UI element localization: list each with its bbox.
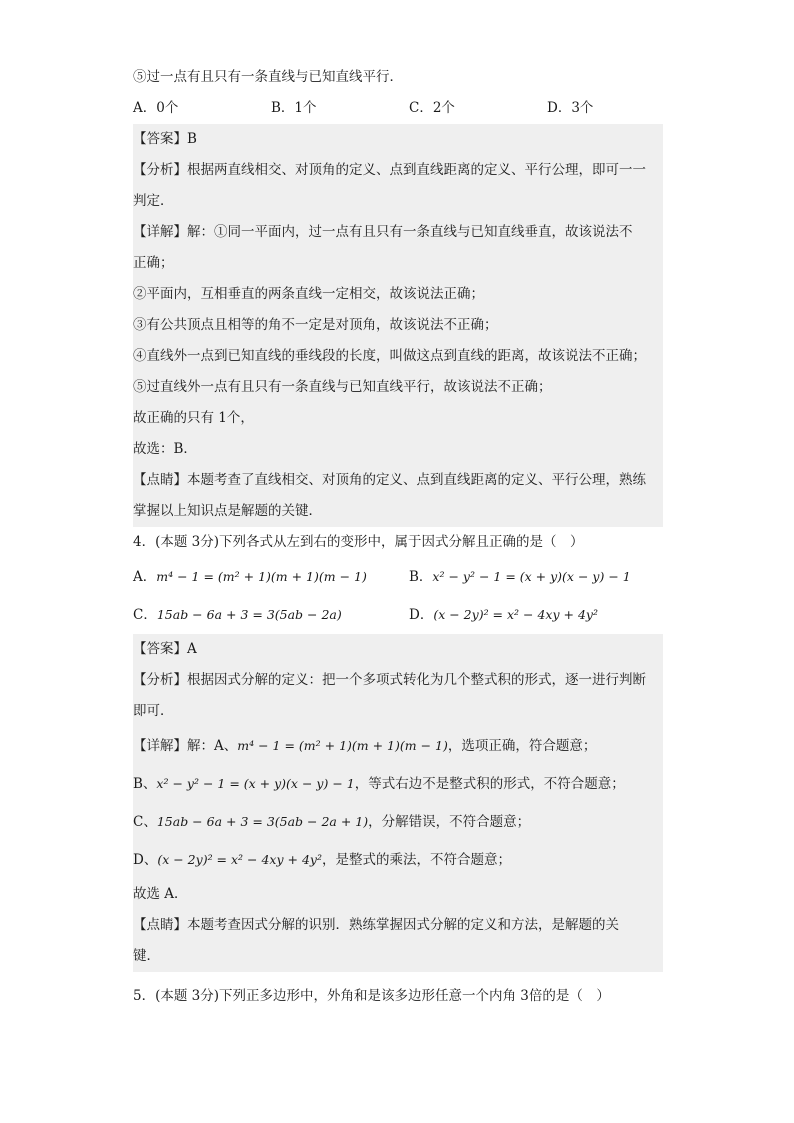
- q3-analysis-line-2: 判定．: [133, 193, 174, 209]
- q4-stem: 4．(本题 3分)下列各式从左到右的变形中，属于因式分解且正确的是（ ）: [133, 534, 584, 550]
- q3-comment-line-1: 【点睛】本题考查了直线相交、对顶角的定义、点到直线距离的定义、平行公理，熟练: [133, 472, 646, 488]
- q4-option-a-label: A．: [133, 569, 157, 585]
- q3-detail-line-2: 正确；: [133, 255, 174, 271]
- q4-detail-a-prefix: 【详解】解：A、: [133, 738, 238, 754]
- q4-detail-d-formula: (x − 2y)² = x² − 4xy + 4y²: [157, 852, 322, 867]
- q3-answer: 【答案】B: [133, 131, 197, 147]
- q4-comment-line-1: 【点睛】本题考查因式分解的识别．熟练掌握因式分解的定义和方法，是解题的关: [133, 917, 619, 933]
- q4-option-c-label: C．: [133, 607, 157, 623]
- q3-options: [133, 93, 663, 124]
- q3-detail-line-6: ⑤过直线外一点有且只有一条直线与已知直线平行，故该说法不正确；: [133, 379, 552, 395]
- q4-detail-c: [133, 803, 663, 841]
- q4-option-b: [409, 558, 631, 596]
- q4-conclusion: 故选 A．: [133, 886, 188, 902]
- q3-solution-block: [133, 124, 663, 527]
- q4-option-a: [133, 558, 409, 596]
- q4-detail-c-formula: 15ab − 6a + 3 = 3(5ab − 2a + 1): [156, 814, 369, 829]
- q4-detail-b-prefix: B、: [133, 776, 157, 792]
- q4-option-b-formula: x² − y² − 1 = (x + y)(x − y) − 1: [432, 569, 631, 584]
- q4-comment-line-2: 键．: [133, 948, 160, 964]
- q4-option-d: [409, 596, 598, 634]
- document-page: [133, 62, 663, 1012]
- q4-detail-a-suffix: ，选项正确，符合题意；: [447, 738, 597, 754]
- q4-detail-d: [133, 841, 663, 879]
- q3-option-a: A．0个: [133, 100, 179, 116]
- q4-option-d-formula: (x − 2y)² = x² − 4xy + 4y²: [433, 607, 598, 622]
- q3-detail-line-4: ③有公共顶点且相等的角不一定是对顶角，故该说法不正确；: [133, 317, 498, 333]
- q4-option-c: [133, 596, 409, 634]
- q4-detail-a-formula: m⁴ − 1 = (m² + 1)(m + 1)(m − 1): [237, 738, 448, 753]
- q4-option-a-formula: m⁴ − 1 = (m² + 1)(m + 1)(m − 1): [156, 569, 367, 584]
- q3-analysis-line-1: 【分析】根据两直线相交、对顶角的定义、点到直线距离的定义、平行公理，即可一一: [133, 162, 646, 178]
- q4-detail-c-prefix: C、: [133, 814, 157, 830]
- q3-option-b: B．1个: [271, 100, 317, 116]
- q4-detail-c-suffix: ，分解错误，不符合题意；: [368, 814, 531, 830]
- q5-stem: 5．(本题 3分)下列正多边形中，外角和是该多边形任意一个内角 3倍的是（ ）: [133, 988, 610, 1004]
- q4-detail-b-suffix: ，等式右边不是整式积的形式，不符合题意；: [354, 776, 625, 792]
- q4-solution-block: [133, 634, 663, 972]
- q4-analysis-line-2: 即可．: [133, 703, 174, 719]
- q4-options-row-2: [133, 596, 663, 634]
- q4-detail-b-formula: x² − y² − 1 = (x + y)(x − y) − 1: [156, 776, 355, 791]
- q4-detail-a: [133, 727, 663, 765]
- q4-options-row-1: [133, 558, 663, 596]
- q4-analysis-line-1: 【分析】根据因式分解的定义：把一个多项式转化为几个整式积的形式，逐一进行判断: [133, 672, 646, 688]
- q3-option-d: D．3个: [547, 100, 594, 116]
- q3-detail-line-1: 【详解】解：①同一平面内，过一点有且只有一条直线与已知直线垂直，故该说法不: [133, 224, 633, 240]
- q4-detail-d-suffix: ，是整式的乘法，不符合题意；: [322, 852, 511, 868]
- q3-comment-line-2: 掌握以上知识点是解题的关键．: [133, 503, 322, 519]
- spacer: [133, 972, 663, 981]
- q4-option-b-label: B．: [409, 569, 433, 585]
- q3-detail-line-3: ②平面内，互相垂直的两条直线一定相交，故该说法正确；: [133, 286, 484, 302]
- q4-option-c-formula: 15ab − 6a + 3 = 3(5ab − 2a): [156, 607, 342, 622]
- q4-answer: 【答案】A: [133, 641, 197, 657]
- q3-item5: ⑤过一点有且只有一条直线与已知直线平行．: [133, 69, 403, 85]
- q4-detail-b: [133, 765, 663, 803]
- q4-detail-d-prefix: D、: [133, 852, 158, 868]
- q3-detail-line-8: 故选：B．: [133, 441, 197, 457]
- q4-option-d-label: D．: [409, 607, 434, 623]
- q3-detail-line-7: 故正确的只有 1个，: [133, 410, 254, 426]
- q3-detail-line-5: ④直线外一点到已知直线的垂线段的长度，叫做这点到直线的距离，故该说法不正确；: [133, 348, 646, 364]
- q3-option-c: C．2个: [409, 100, 455, 116]
